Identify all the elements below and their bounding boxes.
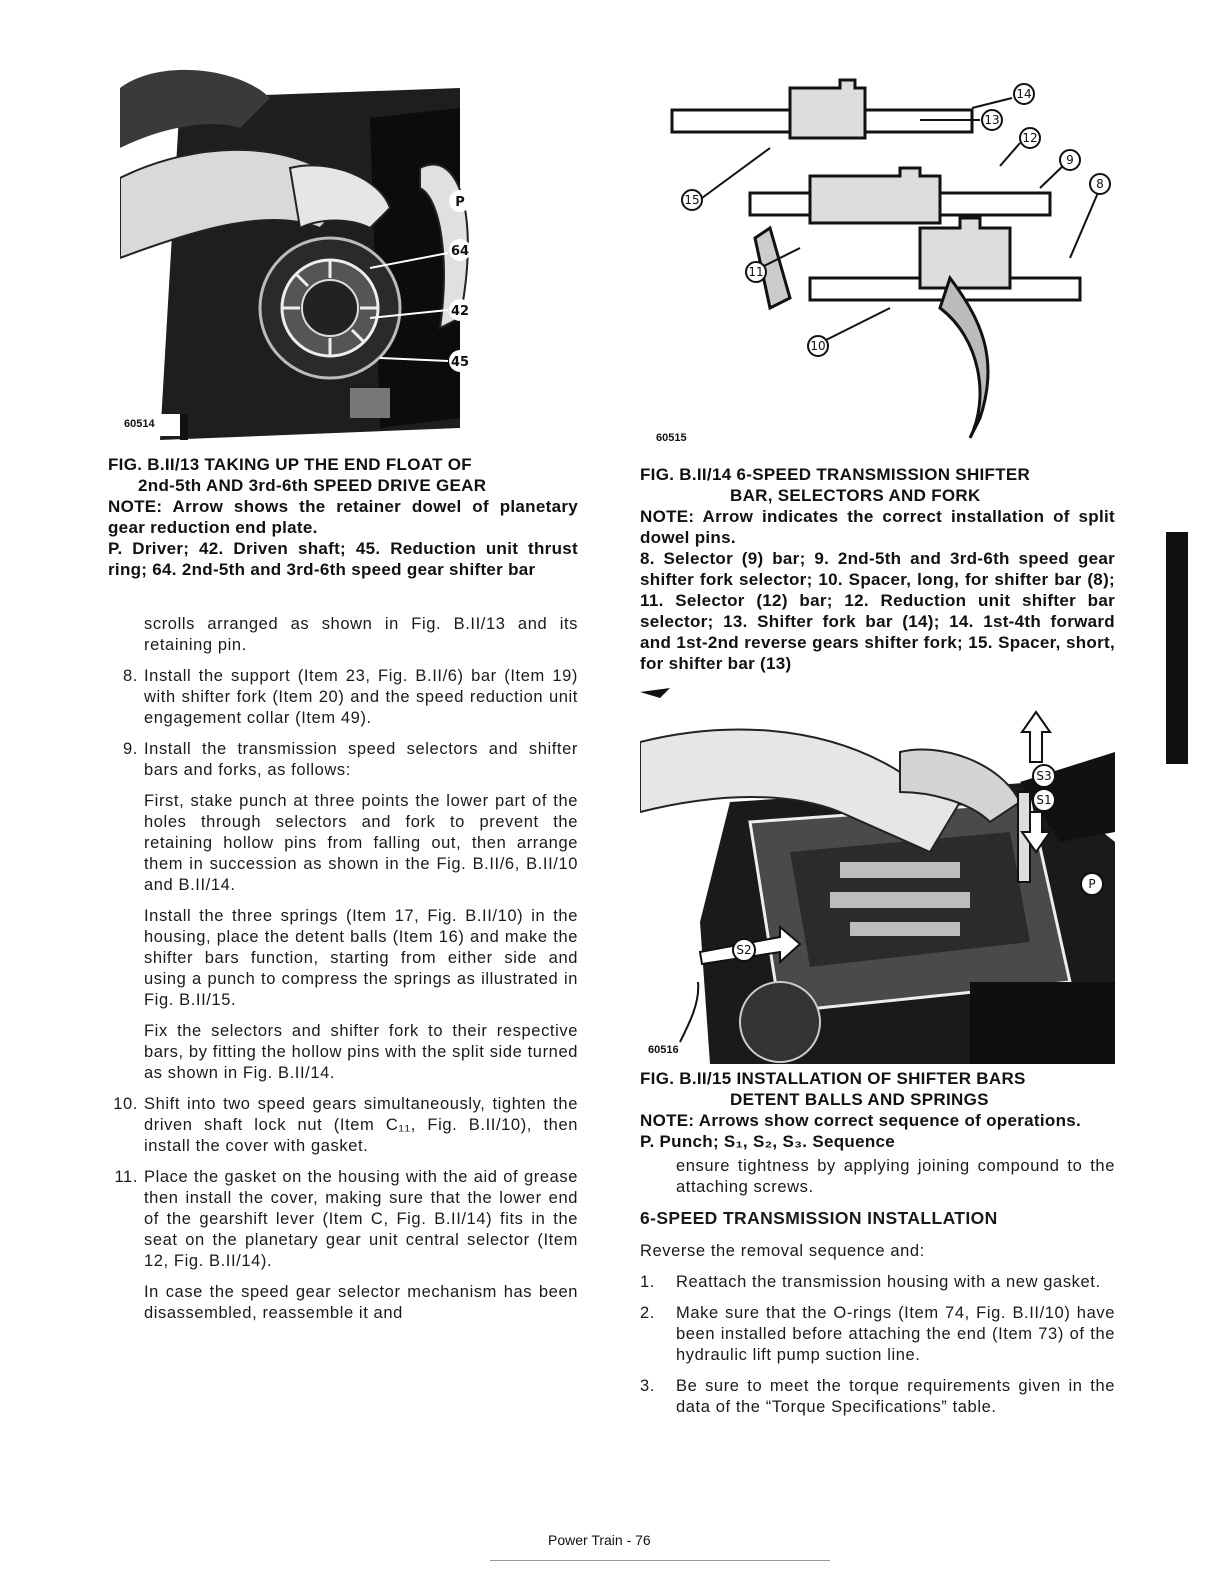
callout-11: 11 (748, 265, 764, 279)
callout-10: 10 (810, 339, 826, 353)
fig14-title-line1: FIG. B.II/14 6-SPEED TRANSMISSION SHIFTER (640, 465, 1031, 484)
section-intro: Reverse the removal sequence and: (640, 1242, 925, 1260)
fig14-note: NOTE: Arrow indicates the correct installation of split dowel pins. (640, 507, 1115, 547)
callout-15: 15 (684, 193, 700, 207)
right-body-text (640, 1156, 1115, 1418)
callout-8: 8 (1096, 177, 1104, 191)
fig15-image-id: 60516 (648, 1044, 679, 1056)
fig14-image-id: 60515 (656, 432, 687, 444)
install-step-3 (640, 1376, 1115, 1418)
step-text: Shift into two speed gears simultaneously, tighten the driven shaft lock nut (Item C₁₁, Fig. B.II/10), then install the cover with gasket. (144, 1095, 578, 1155)
right-column (640, 58, 1115, 1428)
intro-paragraph: scrolls arranged as shown in Fig. B.II/13 and its retaining pin. (144, 615, 578, 654)
step-number: 3. (640, 1377, 655, 1395)
fig13-caption (108, 454, 578, 580)
step-number: 2. (640, 1304, 655, 1322)
callout-45: 45 (450, 355, 470, 370)
callout-s2: S2 (736, 943, 752, 957)
fig15-legend: P. Punch; S₁, S₂, S₃. Sequence (640, 1132, 896, 1151)
callout-s1: S1 (1036, 793, 1052, 807)
fig15-title-line1: FIG. B.II/15 INSTALLATION OF SHIFTER BARS (640, 1069, 1026, 1088)
step9-para-3: Fix the selectors and shifter fork to their respective bars, by fitting the hollow pins with the split side turned as shown in Fig. B.II/14. (144, 1022, 578, 1082)
fig15-caption-title (640, 1068, 1115, 1110)
step-text: Make sure that the O-rings (Item 74, Fig. B.II/10) have been installed before attaching the end (Item 73) of the hydraulic lift pump suction line. (676, 1304, 1115, 1364)
fig14-title-line2: BAR, SELECTORS AND FORK (730, 486, 981, 505)
fig14-illustration (640, 58, 1115, 450)
fig14-caption-title (640, 464, 1115, 506)
figure-b-ii-14-drawing (640, 58, 1115, 450)
step-number: 1. (640, 1273, 655, 1291)
step-text: Be sure to meet the torque requirements given in the data of the “Torque Specifications” table. (676, 1377, 1115, 1416)
step-number: 8. (123, 667, 138, 685)
callout-p: P (455, 195, 465, 210)
callout-9: 9 (1066, 153, 1074, 167)
figure-b-ii-15-photo (640, 682, 1115, 1064)
page-footer: Power Train - 76 (548, 1532, 651, 1548)
section-tab-marker (1166, 532, 1188, 764)
step9-para-1: First, stake punch at three points the lower part of the holes through selectors and fork to prevent the retaining hollow pins from falling out, then arrange them in succession as shown in the Fig. B.II/6, B.II/10 and B.II/14. (144, 792, 578, 894)
fig13-title-line1: FIG. B.II/13 TAKING UP THE END FLOAT OF (108, 455, 472, 474)
step-text: Reattach the transmission housing with a new gasket. (676, 1273, 1101, 1291)
fig13-caption-title (108, 454, 578, 496)
callout-12: 12 (1022, 131, 1038, 145)
figure-b-ii-13-photo (120, 58, 470, 440)
step-text: Install the transmission speed selectors and shifter bars and forks, as follows: (144, 740, 578, 779)
step-text: Place the gasket on the housing with the aid of grease then install the cover, making sure that the lower end of the gearshift lever (Item C, Fig. B.II/14) fits in the seat on the planetary gear unit central selector (Item 12, Fig. B.II/14). (144, 1168, 578, 1270)
step-text: Install the support (Item 23, Fig. B.II/6) bar (Item 19) with shifter fork (Item 20) and the speed reduction unit engagement collar (Item 49). (144, 667, 578, 727)
step-8 (108, 666, 578, 729)
left-column (108, 58, 578, 1334)
continuation-paragraph: ensure tightness by applying joining compound to the attaching screws. (676, 1157, 1115, 1196)
step-number: 9. (123, 740, 138, 758)
step-11 (108, 1167, 578, 1272)
step9-para-2: Install the three springs (Item 17, Fig. B.II/10) in the housing, place the detent balls (Item 16) and make the shifter bars function, starting from either side and using a punch to compress the springs as illustrated in Fig. B.II/15. (144, 907, 578, 1009)
step-9 (108, 739, 578, 781)
fig15-caption (640, 1068, 1115, 1152)
fig15-note: NOTE: Arrows show correct sequence of operations. (640, 1111, 1082, 1130)
left-body-text (108, 614, 578, 1324)
fig13-title-line2: 2nd-5th AND 3rd-6th SPEED DRIVE GEAR (138, 476, 487, 495)
fig15-illustration (640, 682, 1115, 1064)
step-number: 11. (114, 1168, 138, 1186)
step-number: 10. (113, 1095, 138, 1113)
fig13-illustration (120, 58, 470, 440)
bottom-rule (490, 1560, 830, 1561)
fig13-image-id: 60514 (124, 418, 155, 430)
closing-paragraph: In case the speed gear selector mechanism has been disassembled, reassemble it and (144, 1283, 578, 1322)
install-step-1 (640, 1272, 1115, 1293)
fig13-note: NOTE: Arrow shows the retainer dowel of planetary gear reduction end plate. (108, 497, 578, 537)
fig13-legend: P. Driver; 42. Driven shaft; 45. Reduction unit thrust ring; 64. 2nd-5th and 3rd-6th speed gear shifter bar (108, 539, 578, 579)
callout-14: 14 (1016, 87, 1032, 101)
step-10 (108, 1094, 578, 1157)
fig14-caption (640, 464, 1115, 674)
install-step-2 (640, 1303, 1115, 1366)
fig15-title-line2: DETENT BALLS AND SPRINGS (730, 1090, 989, 1109)
callout-42: 42 (450, 304, 470, 319)
fig14-legend: 8. Selector (9) bar; 9. 2nd-5th and 3rd-6th speed gear shifter fork selector; 10. Spacer, long, for shifter bar (8); 11. Selector (12) bar; 12. Reduction unit shifter bar selector; 13. Shifter fork bar (14); 14. 1st-4th forward and 1st-2nd reverse gears shifter fork; 15. Spacer, short, for shifter bar (13) (640, 549, 1115, 673)
callout-p: P (1088, 877, 1096, 891)
callout-s3: S3 (1036, 769, 1052, 783)
callout-13: 13 (984, 113, 1000, 127)
section-heading: 6-SPEED TRANSMISSION INSTALLATION (640, 1208, 998, 1228)
callout-64: 64 (450, 244, 470, 259)
